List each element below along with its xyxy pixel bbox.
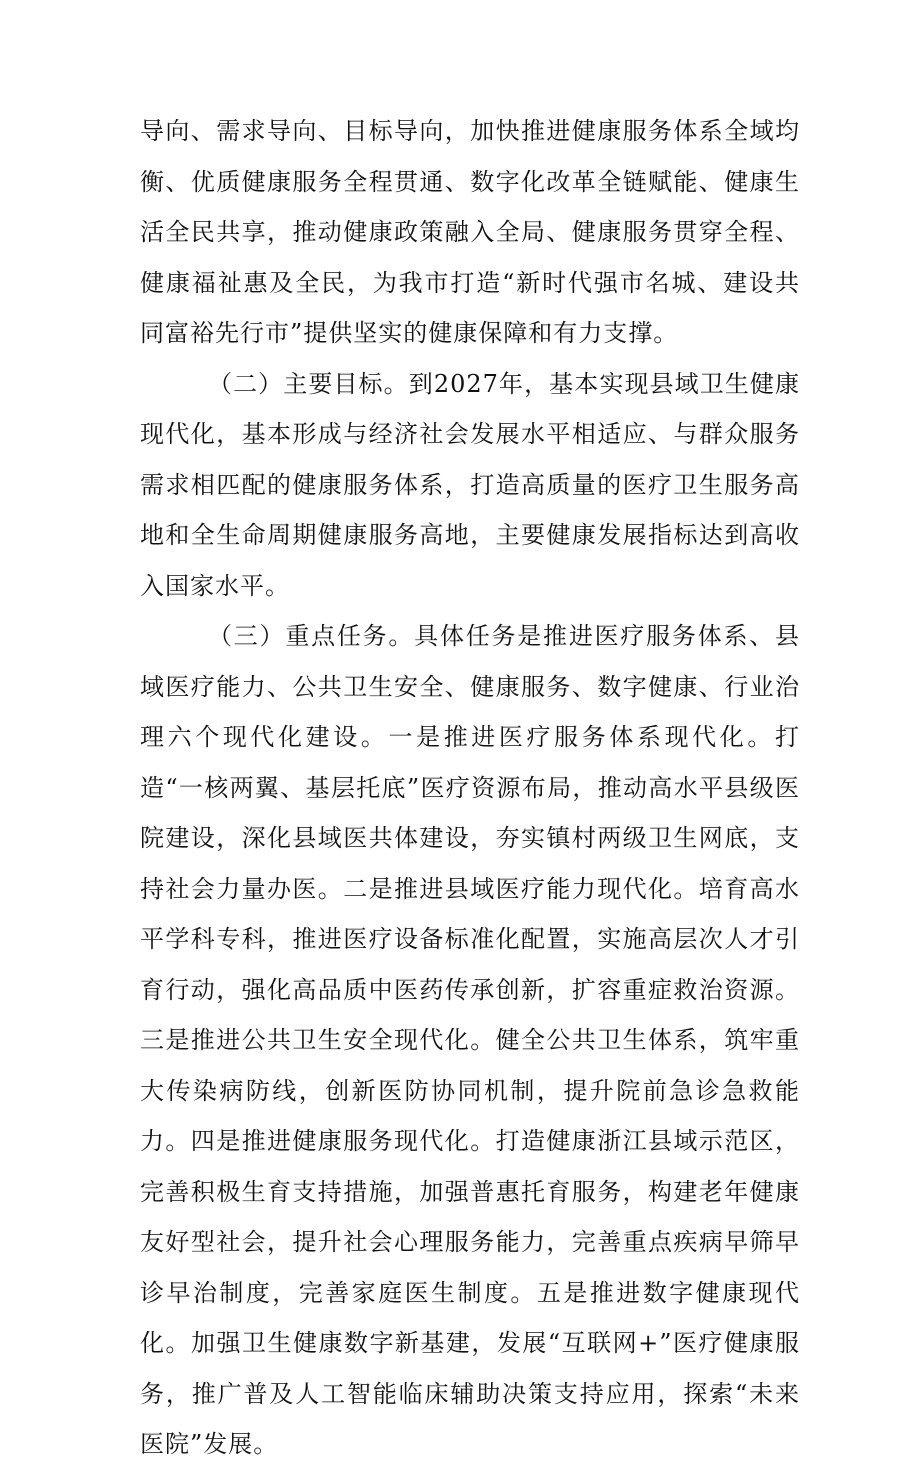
paragraph-continuation: 导向、需求导向、目标导向，加快推进健康服务体系全域均衡、优质健康服务全程贯通、数字化改革全链赋能、健康生活全民共享，推动健康政策融入全局、健康服务贯穿全程、健康福祉惠及全民，为我市打造“新时代强市名城、建设共同富裕先行市”提供坚实的健康保障和有力支撑。	[140, 117, 800, 347]
document-body	[140, 106, 800, 1470]
paragraph-key-tasks: （三）重点任务。具体任务是推进医疗服务体系、县域医疗能力、公共卫生安全、健康服务、数字健康、行业治理六个现代化建设。一是推进医疗服务体系现代化。打造“一核两翼、基层托底”医疗资源布局，推动高水平县级医院建设，深化县域医共体建设，夯实镇村两级卫生网底，支持社会力量办医。二是推进县域医疗能力现代化。培育高水平学科专科，推进医疗设备标准化配置，实施高层次人才引育行动，强化高品质中医药传承创新，扩容重症救治资源。三是推进公共卫生安全现代化。健全公共卫生体系，筑牢重大传染病防线，创新医防协同机制，提升院前急诊急救能力。四是推进健康服务现代化。打造健康浙江县域示范区，完善积极生育支持措施，加强普惠托育服务，构建老年健康友好型社会，提升社会心理服务能力，完善重点疾病早筛早诊早治制度，完善家庭医生制度。五是推进数字健康现代化。加强卫生健康数字新基建，发展“互联网+”医疗健康服务，推广普及人工智能临床辅助决策支持应用，探索“未来医院”发展。	[140, 622, 800, 1458]
paragraph-main-goals: （二）主要目标。到2027年，基本实现县域卫生健康现代化，基本形成与经济社会发展水平相适应、与群众服务需求相匹配的健康服务体系，打造高质量的医疗卫生服务高地和全生命周期健康服务高地，主要健康发展指标达到高收入国家水平。	[140, 369, 800, 600]
